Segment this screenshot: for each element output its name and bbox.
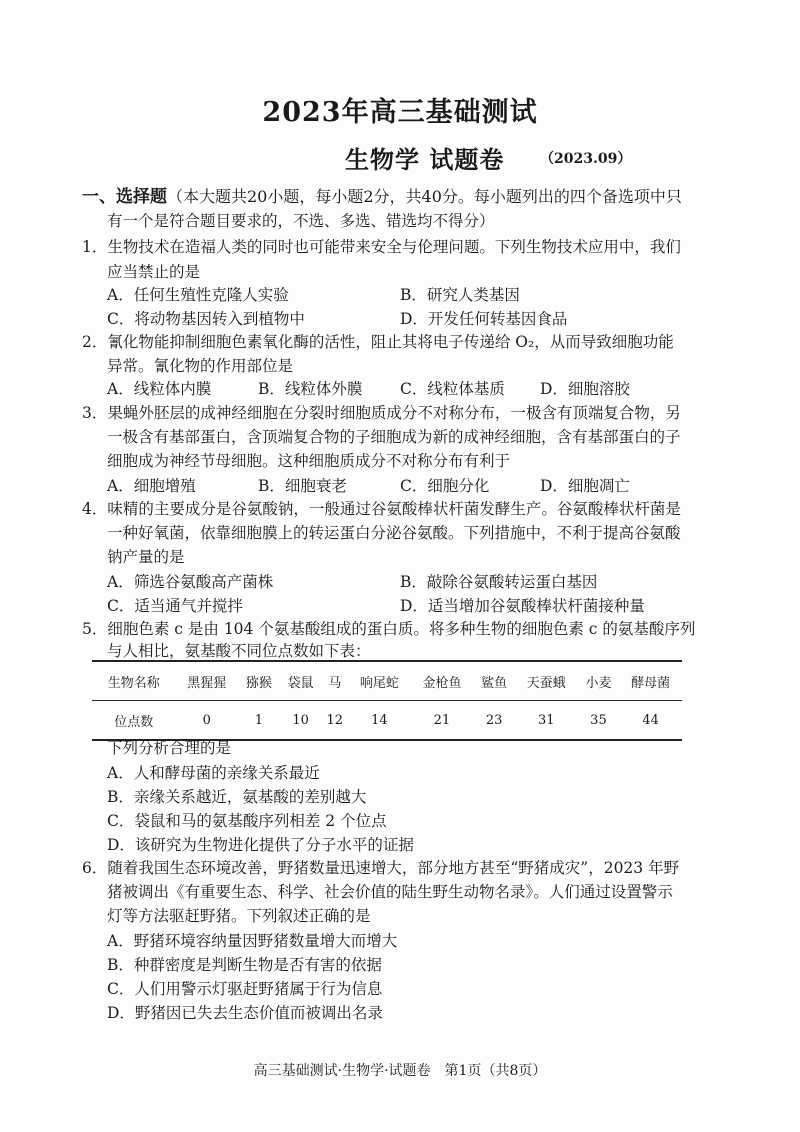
table-cell: 12 [322, 701, 349, 741]
q5-option-b: B．亲缘关系越近，氨基酸的差别越大 [107, 788, 367, 806]
table-cell: 1 [238, 701, 280, 741]
q3-stem-1: 3．果蝇外胚层的成神经细胞在分裂时细胞质成分不对称分布，一极含有顶端复合物，另 [82, 404, 681, 422]
q6-stem-1: 6．随着我国生态环境改善，野猪数量迅速增大，部分地方甚至“野猪成灾”，2023 年野 [82, 859, 680, 877]
q5-option-c: C．袋鼠和马的氨基酸序列相差 2 个位点 [107, 812, 387, 830]
q5-stem-1: 5．细胞色素 c 是由 104 个氨基酸组成的蛋白质。将多种生物的细胞色素 c 的氨基酸序列 [82, 620, 696, 638]
q3-stem-2: 一极含有基部蛋白，含顶端复合物的子细胞成为新的成神经细胞，含有基部蛋白的子 [107, 428, 681, 446]
table-row [92, 701, 682, 741]
q1-stem-2: 应当禁止的是 [107, 263, 201, 281]
q2-option-a: A．线粒体内膜 [107, 380, 212, 398]
q5-stem-2: 与人相比，氨基酸不同位点数如下表： [107, 642, 371, 660]
q1-option-c: C．将动物基因转入到植物中 [107, 310, 305, 328]
q3-option-b: B．细胞衰老 [258, 477, 347, 495]
q2-stem-1: 2．氰化物能抑制细胞色素氧化酶的活性，阻止其将电子传递给 O₂，从而导致细胞功能 [82, 333, 674, 351]
q5-option-a: A．人和酵母菌的亲缘关系最近 [107, 764, 320, 782]
table-cell: 35 [578, 701, 620, 741]
table-cell: 10 [280, 701, 322, 741]
q6-option-d: D．野猪因已失去生态价值而被调出名录 [107, 1004, 383, 1022]
section-heading-line [82, 186, 682, 208]
table-cell: 鲨鱼 [473, 661, 515, 701]
table-cell: 44 [619, 701, 682, 741]
q1-option-b: B．研究人类基因 [400, 286, 520, 304]
q4-option-b: B．敲除谷氨酸转运蛋白基因 [400, 573, 598, 591]
table-cell: 31 [515, 701, 578, 741]
q2-option-c: C．线粒体基质 [400, 380, 505, 398]
q6-option-c: C．人们用警示灯驱赶野猪属于行为信息 [107, 980, 383, 998]
q1-option-d: D．开发任何转基因食品 [400, 310, 568, 328]
q6-option-a: A．野猪环境容纳量因野猪数量增大而增大 [107, 932, 398, 950]
section-heading: 一、选择题 [82, 187, 167, 207]
q4-option-a: A．筛选谷氨酸高产菌株 [107, 573, 274, 591]
q6-stem-3: 灯等方法驱赶野猪。下列叙述正确的是 [107, 907, 371, 925]
table-cell: 黑猩猩 [175, 661, 238, 701]
table-cell: 小麦 [578, 661, 620, 701]
q2-option-d: D．细胞溶胶 [540, 380, 630, 398]
q4-stem-2: 一种好氧菌，依靠细胞膜上的转运蛋白分泌谷氨酸。下列措施中，不利于提高谷氨酸 [107, 524, 681, 542]
q5-option-d: D．该研究为生物进化提供了分子水平的证据 [107, 836, 414, 854]
page-footer: 高三基础测试·生物学·试题卷 第1页（共8页） [253, 1063, 547, 1079]
table-cell: 金枪鱼 [411, 661, 474, 701]
table-cell: 14 [348, 701, 411, 741]
table-header-row [92, 661, 682, 701]
exam-date: （2023.09） [540, 151, 632, 167]
q1-stem-1: 1．生物技术在造福人类的同时也可能带来安全与伦理问题。下列生物技术应用中，我们 [82, 238, 681, 256]
q4-stem-1: 4．味精的主要成分是谷氨酸钠，一般通过谷氨酸棒状杆菌发酵生产。谷氨酸棒状杆菌是 [82, 500, 681, 518]
q3-stem-3: 细胞成为神经节母细胞。这种细胞质成分不对称分布有利于 [107, 452, 511, 470]
table-cell: 响尾蛇 [348, 661, 411, 701]
table-cell: 马 [322, 661, 349, 701]
table-cell: 酵母菌 [619, 661, 682, 701]
q2-stem-2: 异常。氰化物的作用部位是 [107, 357, 294, 375]
q3-option-a: A．细胞增殖 [107, 477, 196, 495]
table-cell: 位点数 [92, 701, 175, 741]
q4-option-c: C．适当通气并搅拌 [107, 597, 243, 615]
q1-option-a: A．任何生殖性克隆人实验 [107, 286, 289, 304]
section-instructions-2: 有一个是符合题目要求的，不选、多选、错选均不得分） [107, 212, 495, 230]
q4-option-d: D．适当增加谷氨酸棒状杆菌接种量 [400, 597, 645, 615]
exam-title: 2023年高三基础测试 [262, 97, 538, 128]
q5-question: 下列分析合理的是 [107, 739, 232, 757]
q2-option-b: B．线粒体外膜 [258, 380, 363, 398]
q3-option-c: C．细胞分化 [400, 477, 490, 495]
table-cell: 23 [473, 701, 515, 741]
table-cell: 猕猴 [238, 661, 280, 701]
table-cell: 天蚕蛾 [515, 661, 578, 701]
section-instructions: （本大题共20小题，每小题2分，共40分。每小题列出的四个备选项中只 [167, 187, 682, 206]
table-cell: 袋鼠 [280, 661, 322, 701]
q3-option-d: D．细胞凋亡 [540, 477, 630, 495]
table-cell: 生物名称 [92, 661, 175, 701]
table-cell: 0 [175, 701, 238, 741]
q6-stem-2: 猪被调出《有重要生态、科学、社会价值的陆生野生动物名录》。人们通过设置警示 [107, 883, 673, 901]
table-cell: 21 [411, 701, 474, 741]
q4-stem-3: 钠产量的是 [107, 548, 185, 566]
q6-option-b: B．种群密度是判断生物是否有害的依据 [107, 956, 382, 974]
cytochrome-c-table [92, 660, 682, 741]
exam-subtitle: 生物学 试题卷 [345, 145, 505, 174]
